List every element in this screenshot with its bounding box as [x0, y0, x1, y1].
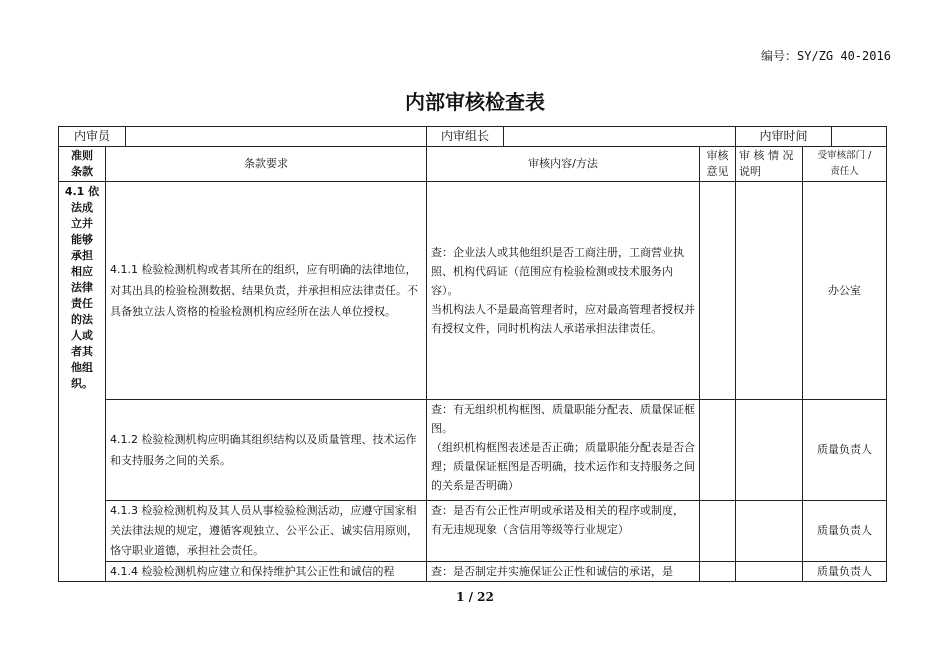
table-row — [59, 501, 887, 562]
time-label: 内审时间 — [736, 127, 832, 146]
leader-label: 内审组长 — [427, 127, 504, 146]
requirement-4-1-1: 4.1.1 检验检测机构或者其所在的组织，应有明确的法律地位，对其出具的检验检测数据、结果负责，并承担相应法律责任。不具备独立法人资格的检验检测机构应经所在法人单位授权。 — [106, 182, 427, 400]
meta-row — [59, 127, 887, 147]
method-4-1-3: 查：是否有公正性声明或承诺及相关的程序或制度， 有无违规现象（含信用等级等行业规定） — [427, 501, 700, 562]
audit-checklist-table — [58, 126, 887, 582]
table-row — [59, 182, 887, 400]
situation-4-1-1 — [736, 182, 803, 400]
col-situation: 审 核 情 况 说明 — [736, 147, 803, 182]
table-row — [59, 562, 887, 582]
dept-4-1-3: 质量负责人 — [803, 501, 887, 562]
opinion-4-1-2 — [700, 400, 736, 501]
dept-4-1-4: 质量负责人 — [803, 562, 887, 582]
col-requirement: 条款要求 — [106, 147, 427, 182]
situation-4-1-2 — [736, 400, 803, 501]
requirement-4-1-4: 4.1.4 检验检测机构应建立和保持维护其公正性和诚信的程 — [106, 562, 427, 582]
table-row — [59, 400, 887, 501]
opinion-4-1-3 — [700, 501, 736, 562]
requirement-4-1-3: 4.1.3 检验检测机构及其人员从事检验检测活动，应遵守国家相关法律法规的规定，遵循客观独立、公平公正、诚实信用原则，恪守职业道德，承担社会责任。 — [106, 501, 427, 562]
dept-4-1-2: 质量负责人 — [803, 400, 887, 501]
opinion-4-1-1 — [700, 182, 736, 400]
auditor-label: 内审员 — [59, 127, 126, 146]
dept-4-1-1: 办公室 — [803, 182, 887, 400]
situation-4-1-3 — [736, 501, 803, 562]
requirement-4-1-2: 4.1.2 检验检测机构应明确其组织结构以及质量管理、技术运作和支持服务之间的关系。 — [106, 400, 427, 501]
method-4-1-2: 查：有无组织机构框图、质量职能分配表、质量保证框图。 （组织机构框图表述是否正确；质量职能分配表是否合理；质量保证框图是否明确，技术运作和支持服务之间的关系是否明确） — [427, 400, 700, 501]
page-number: 1 / 22 — [456, 590, 494, 604]
col-method: 审核内容/方法 — [427, 147, 700, 182]
method-4-1-1: 查：企业法人或其他组织是否工商注册，工商营业执照、机构代码证（范围应有检验检测或技术服务内容）。 当机构法人不是最高管理者时，应对最高管理者授权并有授权文件，同时机构法人承诺承担法律责任。 — [427, 182, 700, 400]
col-dept: 受审核部门 / 责任人 — [803, 147, 887, 182]
opinion-4-1-4 — [700, 562, 736, 582]
document-number: 编号：SY/ZG 40-2016 — [761, 49, 891, 63]
method-4-1-4: 查：是否制定并实施保证公正性和诚信的承诺，是 — [427, 562, 700, 582]
auditor-cell — [59, 127, 427, 147]
col-opinion: 审核 意见 — [700, 147, 736, 182]
clause-group-4-1: 4.1 依 法成 立并 能够 承担 相应 法律 责任 的法 人或 者其 他组 织。 — [59, 182, 106, 582]
leader-cell — [427, 127, 736, 147]
col-clause: 准则 条款 — [59, 147, 106, 182]
header-row — [59, 147, 887, 182]
time-cell — [736, 127, 887, 147]
situation-4-1-4 — [736, 562, 803, 582]
page-title: 内部审核检查表 — [405, 90, 545, 114]
